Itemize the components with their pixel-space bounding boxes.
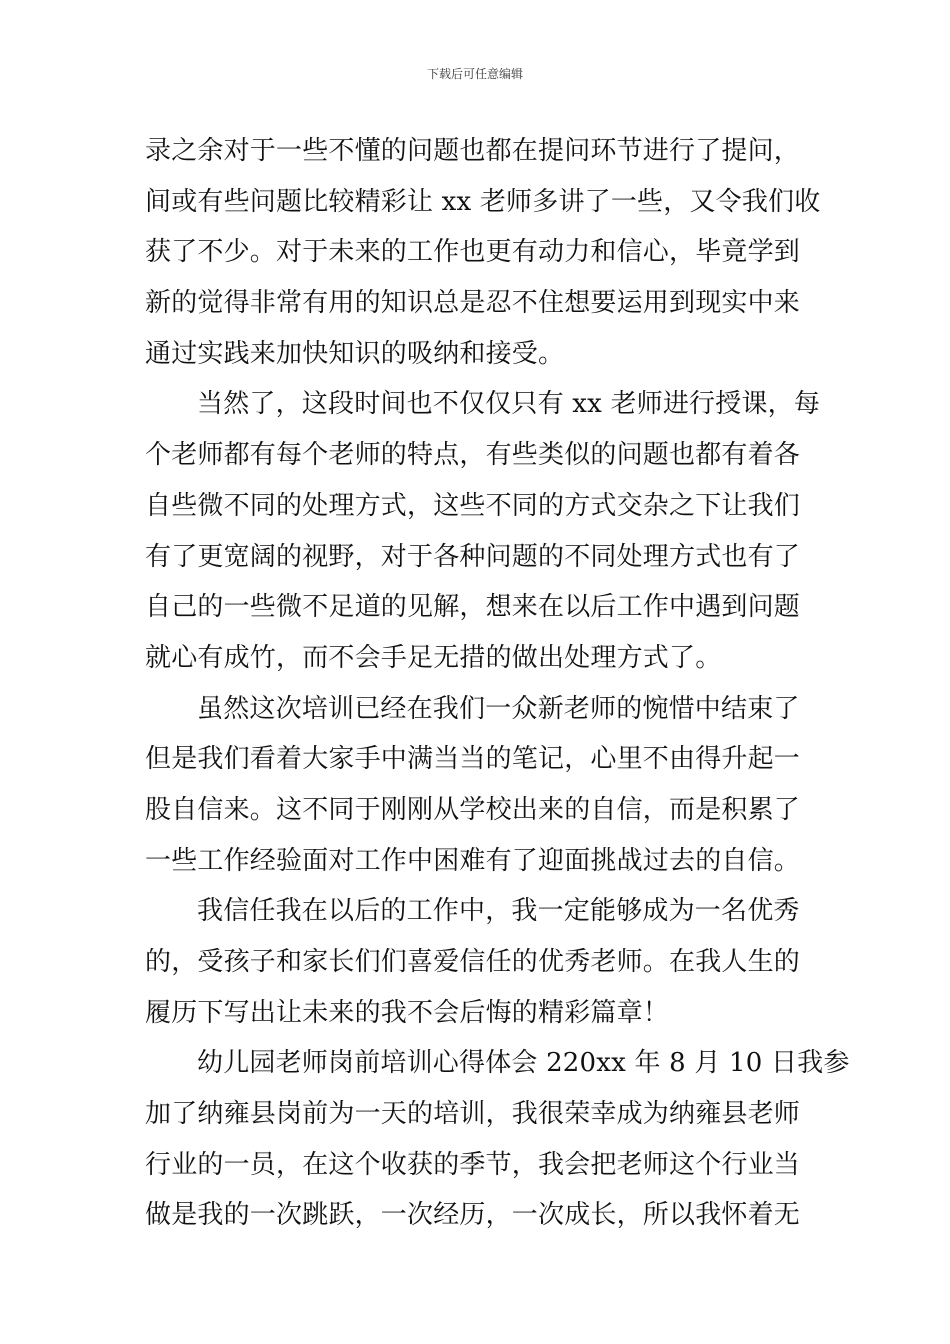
paragraph: [145, 684, 807, 887]
text-line: 获了不少。对于未来的工作也更有动力和信心，毕竟学到: [145, 237, 801, 268]
text-line: 我信任我在以后的工作中，我一定能够成为一名优秀: [197, 896, 800, 927]
text-line: 股自信来。这不同于刚刚从学校出来的自信，而是积累了: [145, 794, 801, 825]
text-line: 一些工作经验面对工作中困难有了迎面挑战过去的自信。: [145, 845, 801, 876]
text-line: 但是我们看着大家手中满当当的笔记，心里不由得升起一: [145, 744, 801, 775]
paragraph: [145, 886, 807, 1038]
text-line: 个老师都有每个老师的特点，有些类似的问题也都有着各: [145, 440, 801, 471]
text-line: 自己的一些微不足道的见解，想来在以后工作中遇到问题: [145, 592, 801, 623]
text-line: 录之余对于一些不懂的问题也都在提问环节进行了提问，: [145, 136, 801, 166]
text-line: 行业的一员，在这个收获的季节，我会把老师这个行业当: [145, 1149, 801, 1180]
text-line: 幼儿园老师岗前培训心得体会 220xx 年 8 月 10 日我参: [197, 1048, 850, 1079]
text-line: 有了更宽阔的视野，对于各种问题的不同处理方式也有了: [145, 541, 801, 572]
text-line: 新的觉得非常有用的知识总是忍不住想要运用到现实中来: [145, 288, 801, 319]
paragraph: [145, 126, 821, 379]
text-line: 加了纳雍县岗前为一天的培训，我很荣幸成为纳雍县老师: [145, 1099, 801, 1130]
text-line: 就心有成竹，而不会手足无措的做出处理方式了。: [145, 642, 722, 673]
text-line: 履历下写出让未来的我不会后悔的精彩篇章！: [145, 997, 670, 1028]
text-line: 自些微不同的处理方式，这些不同的方式交杂之下让我们: [145, 490, 801, 521]
text-line: 当然了，这段时间也不仅仅只有 xx 老师进行授课，每: [197, 389, 821, 420]
paragraph: [145, 1038, 850, 1241]
text-line: 间或有些问题比较精彩让 xx 老师多讲了一些，又令我们收: [145, 186, 821, 217]
document-body: [145, 126, 850, 1241]
paragraph: [145, 379, 821, 683]
text-line: 虽然这次培训已经在我们一众新老师的惋惜中结束了: [197, 693, 800, 724]
text-line: 做是我的一次跳跃，一次经历，一次成长，所以我怀着无: [145, 1200, 801, 1231]
page-header: 下载后可任意编辑: [426, 67, 523, 81]
text-line: 通过实践来加快知识的吸纳和接受。: [145, 338, 565, 369]
text-line: 的，受孩子和家长们们喜爱信任的优秀老师。在我人生的: [145, 947, 801, 977]
